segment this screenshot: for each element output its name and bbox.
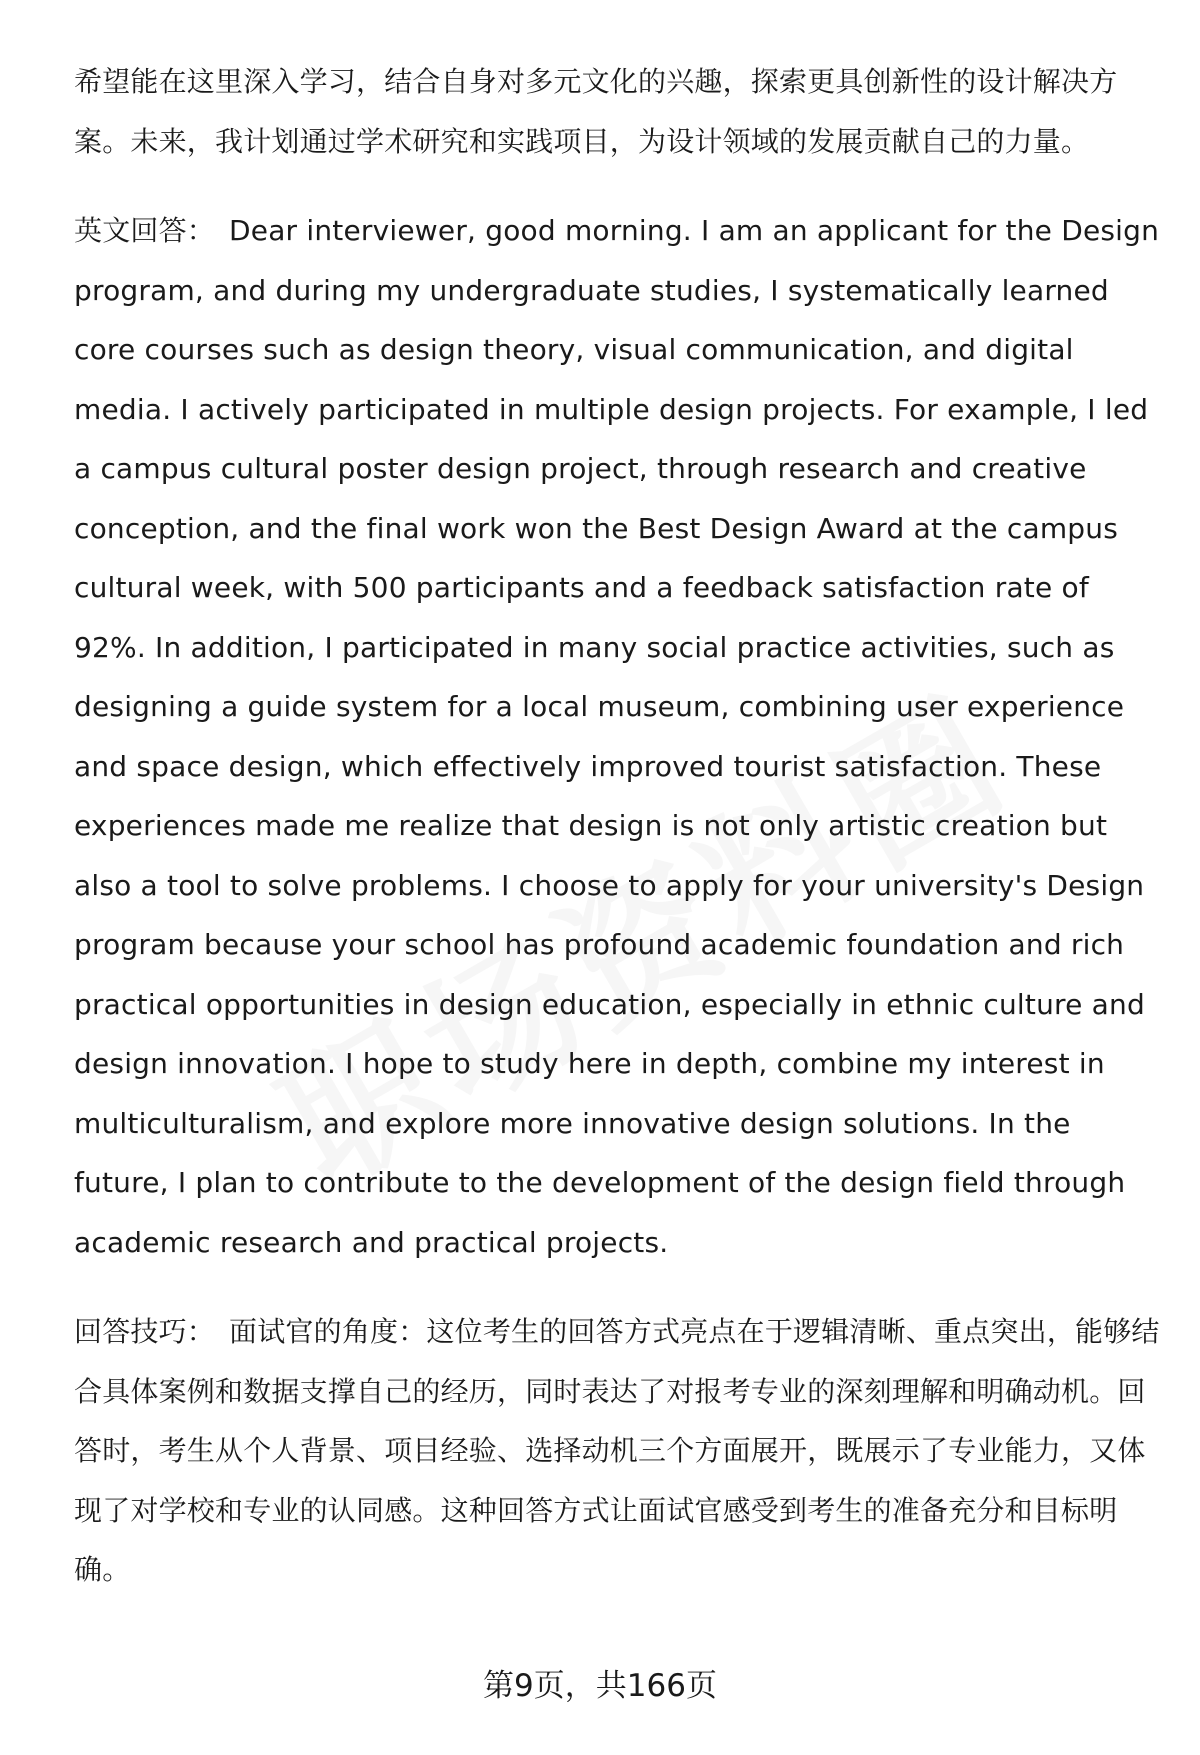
english-answer-paragraph	[74, 201, 1160, 1272]
chinese-answer-continuation: 希望能在这里深入学习，结合自身对多元文化的兴趣，探索更具创新性的设计解决方案。未来，我计划通过学术研究和实践项目，为设计领域的发展贡献自己的力量。	[74, 65, 1118, 158]
answer-tips-label: 回答技巧：	[74, 1315, 216, 1348]
answer-tips-text: 面试官的角度：这位考生的回答方式亮点在于逻辑清晰、重点突出，能够结合具体案例和数据支撑自己的经历，同时表达了对报考专业的深刻理解和明确动机。回答时，考生从个人背景、项目经验、选择动机三个方面展开，既展示了专业能力，又体现了对学校和专业的认同感。这种回答方式让面试官感受到考生的准备充分和目标明确。	[74, 1315, 1160, 1586]
page-number: 第9页，共166页	[483, 1668, 717, 1704]
answer-tips-paragraph	[74, 1302, 1160, 1600]
document-body	[74, 52, 1160, 1600]
english-answer-text: Dear interviewer, good morning. I am an applicant for the Design program, and during my undergraduate studies, I systematically learned core courses such as design theory, visual communication, and digital media. I actively participated in multiple design projects. For example, I led a campus cultural poster design project, through research and creative conception, and the final work won the Best Design Award at the campus cultural week, with 500 participants and a feedback satisfaction rate of 92%. In addition, I participated in many social practice activities, such as designing a guide system for a local museum, combining user experience and space design, which effectively improved tourist satisfaction. These experiences made me realize that design is not only artistic creation but also a tool to solve problems. I choose to apply for your university's Design program because your school has profound academic foundation and rich practical opportunities in design education, especially in ethnic culture and design innovation. I hope to study here in depth, combine my interest in multiculturalism, and explore more innovative design solutions. In the future, I plan to contribute to the development of the design field through academic research and practical projects.	[74, 214, 1160, 1259]
english-answer-label: 英文回答：	[74, 214, 216, 247]
